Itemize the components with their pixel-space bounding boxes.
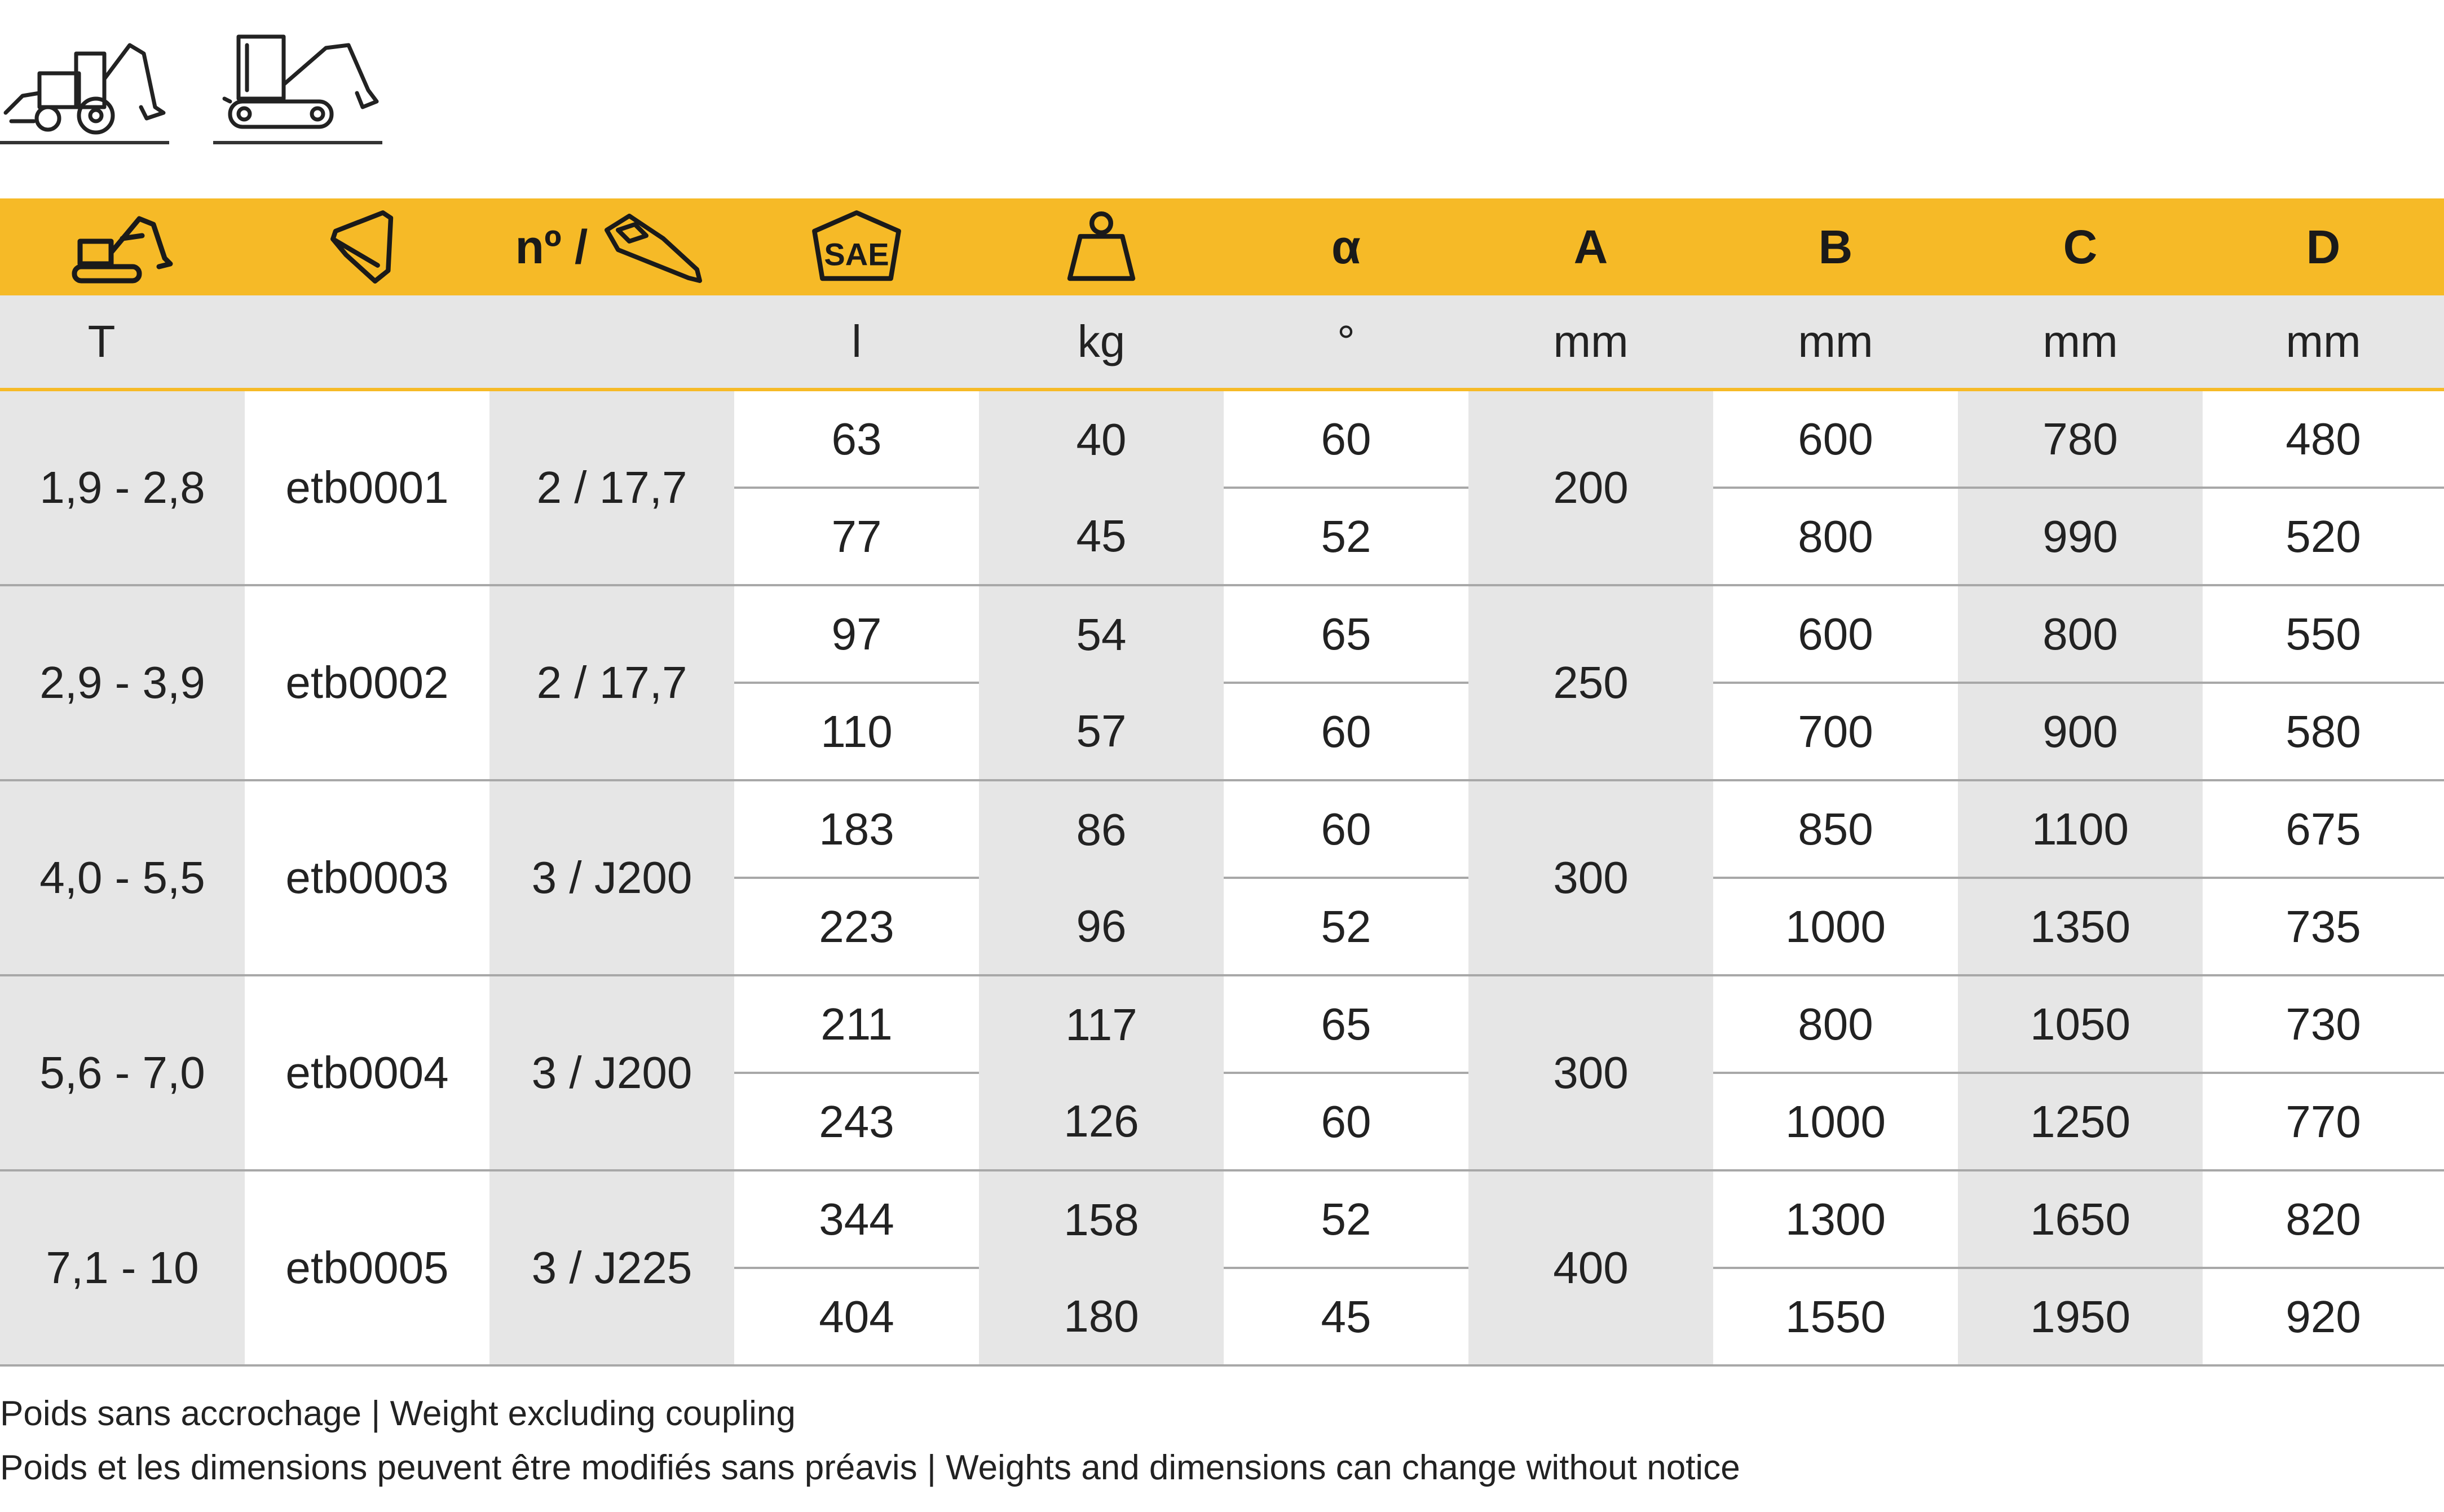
dimension-c-value: 1050 xyxy=(1958,976,2203,1074)
table-row-group xyxy=(0,781,2444,976)
weight-value: 57 xyxy=(1076,705,1127,756)
dimension-b-cell xyxy=(1713,1171,1958,1364)
table-row-group xyxy=(0,1171,2444,1367)
dimension-c-value: 1350 xyxy=(2030,901,2130,952)
dimension-c-value: 1650 xyxy=(1958,1171,2203,1269)
sae-label: SAE xyxy=(824,236,889,272)
reference-cell: etb0005 xyxy=(285,1243,449,1293)
weight-cell xyxy=(979,781,1224,974)
dimension-d-cell xyxy=(2203,391,2444,584)
dimension-b-value: 600 xyxy=(1713,391,1958,489)
volume-value: 223 xyxy=(819,901,894,952)
table-row-group xyxy=(0,976,2444,1171)
reference-cell: etb0003 xyxy=(285,852,449,903)
angle-value: 65 xyxy=(1224,586,1468,684)
teeth-cell: 2 / 17,7 xyxy=(489,586,734,779)
table-row-group xyxy=(0,586,2444,781)
dimension-d-value: 580 xyxy=(2286,706,2361,757)
header-d: D xyxy=(2306,220,2341,273)
dimension-b-value: 800 xyxy=(1798,511,1873,562)
dimension-c-value: 800 xyxy=(1958,586,2203,684)
angle-value: 45 xyxy=(1321,1291,1371,1342)
volume-value: 211 xyxy=(734,976,979,1074)
dimension-d-value: 730 xyxy=(2203,976,2444,1074)
dimension-c-value: 900 xyxy=(2042,706,2118,757)
dimension-d-cell xyxy=(2203,586,2444,779)
dimension-b-value: 1000 xyxy=(1785,901,1886,952)
dimension-d-cell xyxy=(2203,1171,2444,1364)
tonnage-cell: 5,6 - 7,0 xyxy=(0,976,245,1169)
volume-value: 344 xyxy=(734,1171,979,1269)
weight-icon xyxy=(1062,207,1141,286)
dimension-d-value: 520 xyxy=(2286,511,2361,562)
volume-value: 183 xyxy=(734,781,979,879)
volume-value: 110 xyxy=(820,706,893,757)
dimension-b-cell xyxy=(1713,586,1958,779)
dimension-a-cell: 300 xyxy=(1468,781,1713,974)
angle-cell xyxy=(1224,1171,1468,1364)
bucket-icon xyxy=(322,207,412,286)
dimension-c-value: 780 xyxy=(1958,391,2203,489)
dimension-d-value: 820 xyxy=(2203,1171,2444,1269)
dimension-c-value: 1250 xyxy=(2030,1096,2130,1147)
tonnage-cell: 4,0 - 5,5 xyxy=(0,781,245,974)
angle-value: 60 xyxy=(1224,391,1468,489)
volume-value: 404 xyxy=(819,1291,894,1342)
weight-cell xyxy=(979,391,1224,584)
dimension-a-cell: 300 xyxy=(1468,976,1713,1169)
tonnage-cell: 7,1 - 10 xyxy=(0,1171,245,1364)
angle-value: 65 xyxy=(1224,976,1468,1074)
dimension-c-cell xyxy=(1958,586,2203,779)
angle-cell xyxy=(1224,586,1468,779)
volume-cell xyxy=(734,391,979,584)
weight-cell xyxy=(979,976,1224,1169)
angle-value: 60 xyxy=(1321,706,1371,757)
weight-cell xyxy=(979,1171,1224,1364)
dimension-d-cell xyxy=(2203,976,2444,1169)
angle-value: 60 xyxy=(1321,1096,1371,1147)
volume-value: 97 xyxy=(734,586,979,684)
angle-value: 52 xyxy=(1321,901,1371,952)
volume-cell xyxy=(734,781,979,974)
footnote-dimensions: Poids et les dimensions peuvent être modifiés sans préavis | Weights and dimensions can change without notice xyxy=(0,1448,1740,1487)
reference-cell: etb0002 xyxy=(285,657,449,708)
weight-value: 86 xyxy=(1076,804,1127,855)
teeth-cell: 2 / 17,7 xyxy=(489,391,734,584)
dimension-b-cell xyxy=(1713,976,1958,1169)
header-c: C xyxy=(2063,220,2098,273)
teeth-cell: 3 / J200 xyxy=(489,976,734,1169)
dimension-a-cell: 250 xyxy=(1468,586,1713,779)
unit-volume: l xyxy=(852,316,862,366)
header-teeth xyxy=(489,198,734,295)
dimension-d-value: 735 xyxy=(2286,901,2361,952)
dimension-d-value: 480 xyxy=(2203,391,2444,489)
reference-cell: etb0001 xyxy=(285,462,449,512)
unit-tonnage: T xyxy=(87,316,116,366)
reference-cell: etb0004 xyxy=(285,1047,449,1098)
header-b: B xyxy=(1818,220,1853,273)
volume-value: 243 xyxy=(819,1096,894,1147)
dimension-b-value: 850 xyxy=(1713,781,1958,879)
angle-value: 60 xyxy=(1224,781,1468,879)
footnotes xyxy=(0,1387,1740,1495)
header-weight xyxy=(979,198,1224,295)
unit-b: mm xyxy=(1798,316,1873,366)
backhoe-loader-icon xyxy=(0,23,169,144)
angle-cell xyxy=(1224,976,1468,1169)
dimension-c-cell xyxy=(1958,976,2203,1169)
units-row xyxy=(0,295,2444,391)
angle-value: 52 xyxy=(1321,511,1371,562)
dimension-c-value: 1100 xyxy=(1958,781,2203,879)
table-row-group xyxy=(0,391,2444,586)
dimension-b-value: 600 xyxy=(1713,586,1958,684)
unit-d: mm xyxy=(2286,316,2361,366)
footnote-weight: Poids sans accrochage | Weight excluding coupling xyxy=(0,1394,796,1433)
dimension-d-value: 770 xyxy=(2286,1096,2361,1147)
dimension-c-cell xyxy=(1958,781,2203,974)
volume-cell xyxy=(734,586,979,779)
angle-value: 52 xyxy=(1224,1171,1468,1269)
angle-cell xyxy=(1224,391,1468,584)
weight-cell xyxy=(979,586,1224,779)
weight-value: 158 xyxy=(1064,1194,1139,1245)
weight-value: 40 xyxy=(1076,414,1127,465)
volume-value: 63 xyxy=(734,391,979,489)
angle-cell xyxy=(1224,781,1468,974)
tonnage-cell: 1,9 - 2,8 xyxy=(0,391,245,584)
dimension-b-value: 700 xyxy=(1798,706,1873,757)
weight-value: 117 xyxy=(1065,999,1137,1050)
dimension-d-value: 920 xyxy=(2286,1291,2361,1342)
dimension-c-cell xyxy=(1958,1171,2203,1364)
weight-value: 126 xyxy=(1064,1095,1139,1146)
dimension-a-cell: 200 xyxy=(1468,391,1713,584)
dimension-b-cell xyxy=(1713,391,1958,584)
teeth-cell: 3 / J200 xyxy=(489,781,734,974)
weight-value: 180 xyxy=(1064,1290,1139,1341)
unit-c: mm xyxy=(2042,316,2118,366)
dimension-c-cell xyxy=(1958,391,2203,584)
header-bucket xyxy=(245,198,489,295)
volume-cell xyxy=(734,976,979,1169)
unit-a: mm xyxy=(1553,316,1629,366)
header-sae xyxy=(734,198,979,295)
dimension-d-value: 550 xyxy=(2203,586,2444,684)
unit-weight: kg xyxy=(1077,316,1126,366)
dimension-b-cell xyxy=(1713,781,1958,974)
weight-value: 45 xyxy=(1076,510,1127,561)
header-angle: α xyxy=(1331,220,1361,273)
weight-value: 54 xyxy=(1076,609,1127,660)
table-header xyxy=(0,198,2444,295)
weight-value: 96 xyxy=(1076,900,1127,951)
header-excavator xyxy=(0,198,245,295)
tooth-icon xyxy=(595,207,708,286)
dimension-d-cell xyxy=(2203,781,2444,974)
dimension-b-value: 1550 xyxy=(1785,1291,1886,1342)
excavator-icon xyxy=(69,207,176,286)
table-body xyxy=(0,391,2444,1373)
teeth-cell: 3 / J225 xyxy=(489,1171,734,1364)
dimension-b-value: 800 xyxy=(1713,976,1958,1074)
dimension-d-value: 675 xyxy=(2203,781,2444,879)
header-a: A xyxy=(1573,220,1608,273)
mini-excavator-icon xyxy=(213,23,382,144)
unit-angle: ° xyxy=(1337,316,1355,366)
dimension-a-cell: 400 xyxy=(1468,1171,1713,1364)
dimension-b-value: 1300 xyxy=(1713,1171,1958,1269)
volume-value: 77 xyxy=(831,511,882,562)
sae-volume-icon xyxy=(800,207,913,286)
dimension-b-value: 1000 xyxy=(1785,1096,1886,1147)
teeth-label: nº / xyxy=(515,220,588,273)
dimension-c-value: 990 xyxy=(2042,511,2118,562)
tonnage-cell: 2,9 - 3,9 xyxy=(0,586,245,779)
dimension-c-value: 1950 xyxy=(2030,1291,2130,1342)
volume-cell xyxy=(734,1171,979,1364)
